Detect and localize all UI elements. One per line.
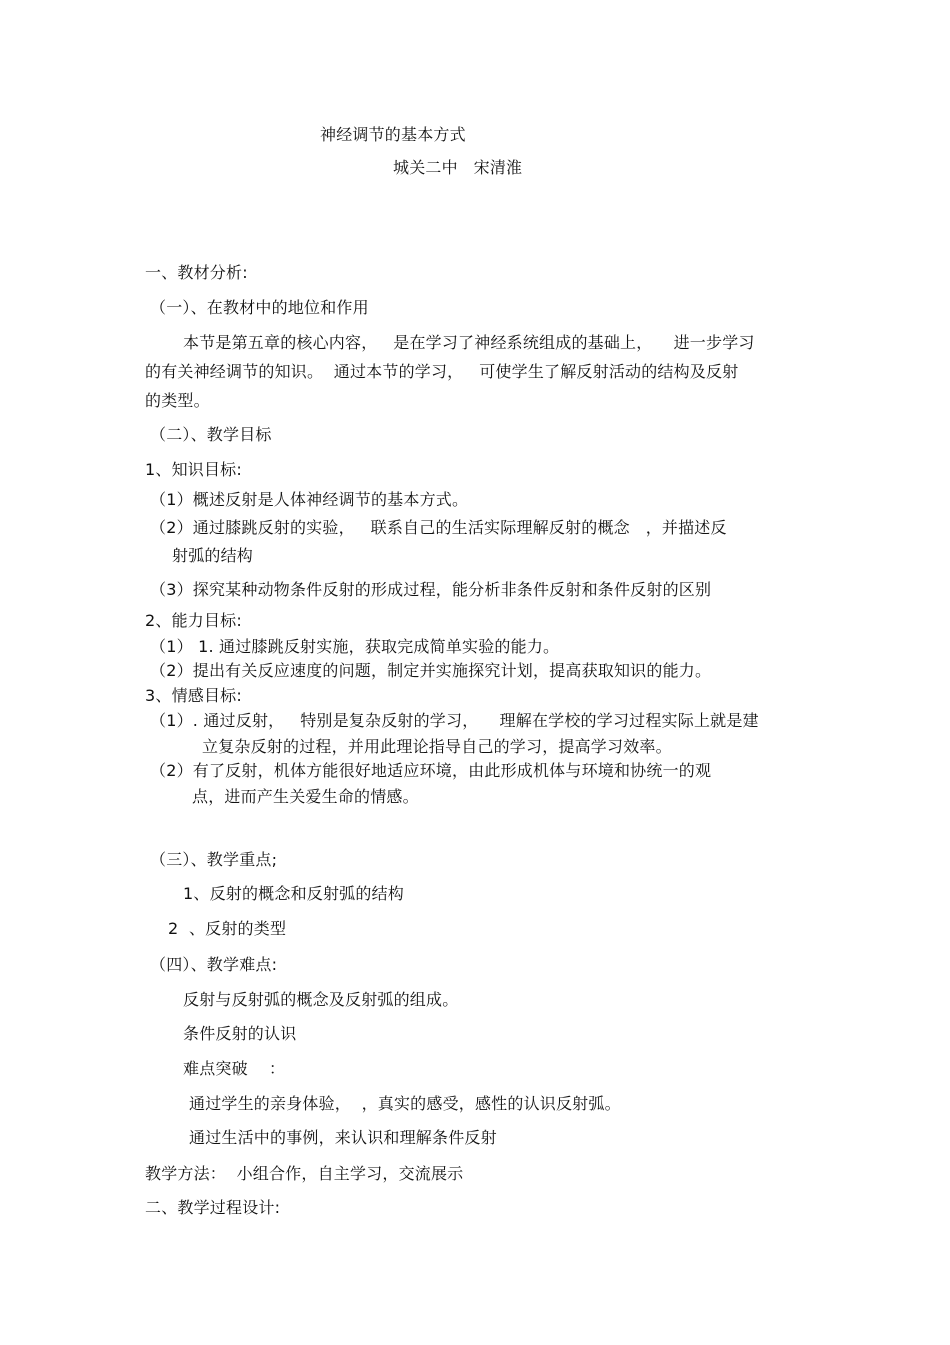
list-item: 通过学生的亲身体验， ，真实的感受，感性的认识反射弧。 [189,1094,621,1113]
list-item: （2）提出有关反应速度的问题，制定并实施探究计划，提高获取知识的能力。 [150,661,712,680]
paragraph-line: 的有关神经调节的知识。 通过本节的学习， 可使学生了解反射活动的结构及反射 [145,362,739,381]
subsection-1-heading: （一）、在教材中的地位和作用 [150,298,369,317]
list-item-continuation: 点，进而产生关爱生命的情感。 [192,787,419,806]
subsection-3-heading: （三）、教学重点; [150,850,278,869]
subsection-2-heading: （二）、教学目标 [150,425,272,444]
list-item-continuation: 立复杂反射的过程，并用此理论指导自己的学习，提高学习效率。 [202,737,672,756]
list-item: （1） 1. 通过膝跳反射实施，获取完成简单实验的能力。 [150,637,560,656]
emotion-goals-heading: 3、情感目标: [145,686,242,705]
author-line: 城关二中 宋清淮 [393,158,523,177]
list-item: 通过生活中的事例，来认识和理解条件反射 [189,1128,497,1147]
ability-goals-heading: 2、能力目标: [145,611,242,630]
list-item: （2）通过膝跳反射的实验， 联系自己的生活实际理解反射的概念 ，并描述反 [150,518,727,537]
list-item: （2）有了反射，机体方能很好地适应环境，由此形成机体与环境和协统一的观 [150,761,712,780]
list-item: （3）探究某种动物条件反射的形成过程，能分析非条件反射和条件反射的区别 [150,580,712,599]
subsection-4-heading: （四）、教学难点: [150,955,278,974]
knowledge-goals-heading: 1、知识目标: [145,460,242,479]
list-item: 反射与反射弧的概念及反射弧的组成。 [183,990,459,1009]
list-item: 2 、反射的类型 [168,919,287,938]
paragraph-line: 的类型。 [145,391,210,410]
list-item: 1、反射的概念和反射弧的结构 [183,884,404,903]
list-item: （1）. 通过反射， 特别是复杂反射的学习， 理解在学校的学习过程实际上就是建 [150,711,759,730]
teaching-method-line: 教学方法： 小组合作，自主学习，交流展示 [145,1164,464,1183]
list-item: 难点突破 ： [183,1059,286,1078]
paragraph-line: 本节是第五章的核心内容， 是在学习了神经系统组成的基础上， 进一步学习 [183,333,755,352]
list-item-continuation: 射弧的结构 [172,546,254,565]
list-item: （1）概述反射是人体神经调节的基本方式。 [150,490,469,509]
section-1-heading: 一、教材分析: [145,263,248,282]
list-item: 条件反射的认识 [183,1024,297,1043]
section-2-heading: 二、教学过程设计: [145,1198,281,1217]
document-title: 神经调节的基本方式 [320,125,466,144]
